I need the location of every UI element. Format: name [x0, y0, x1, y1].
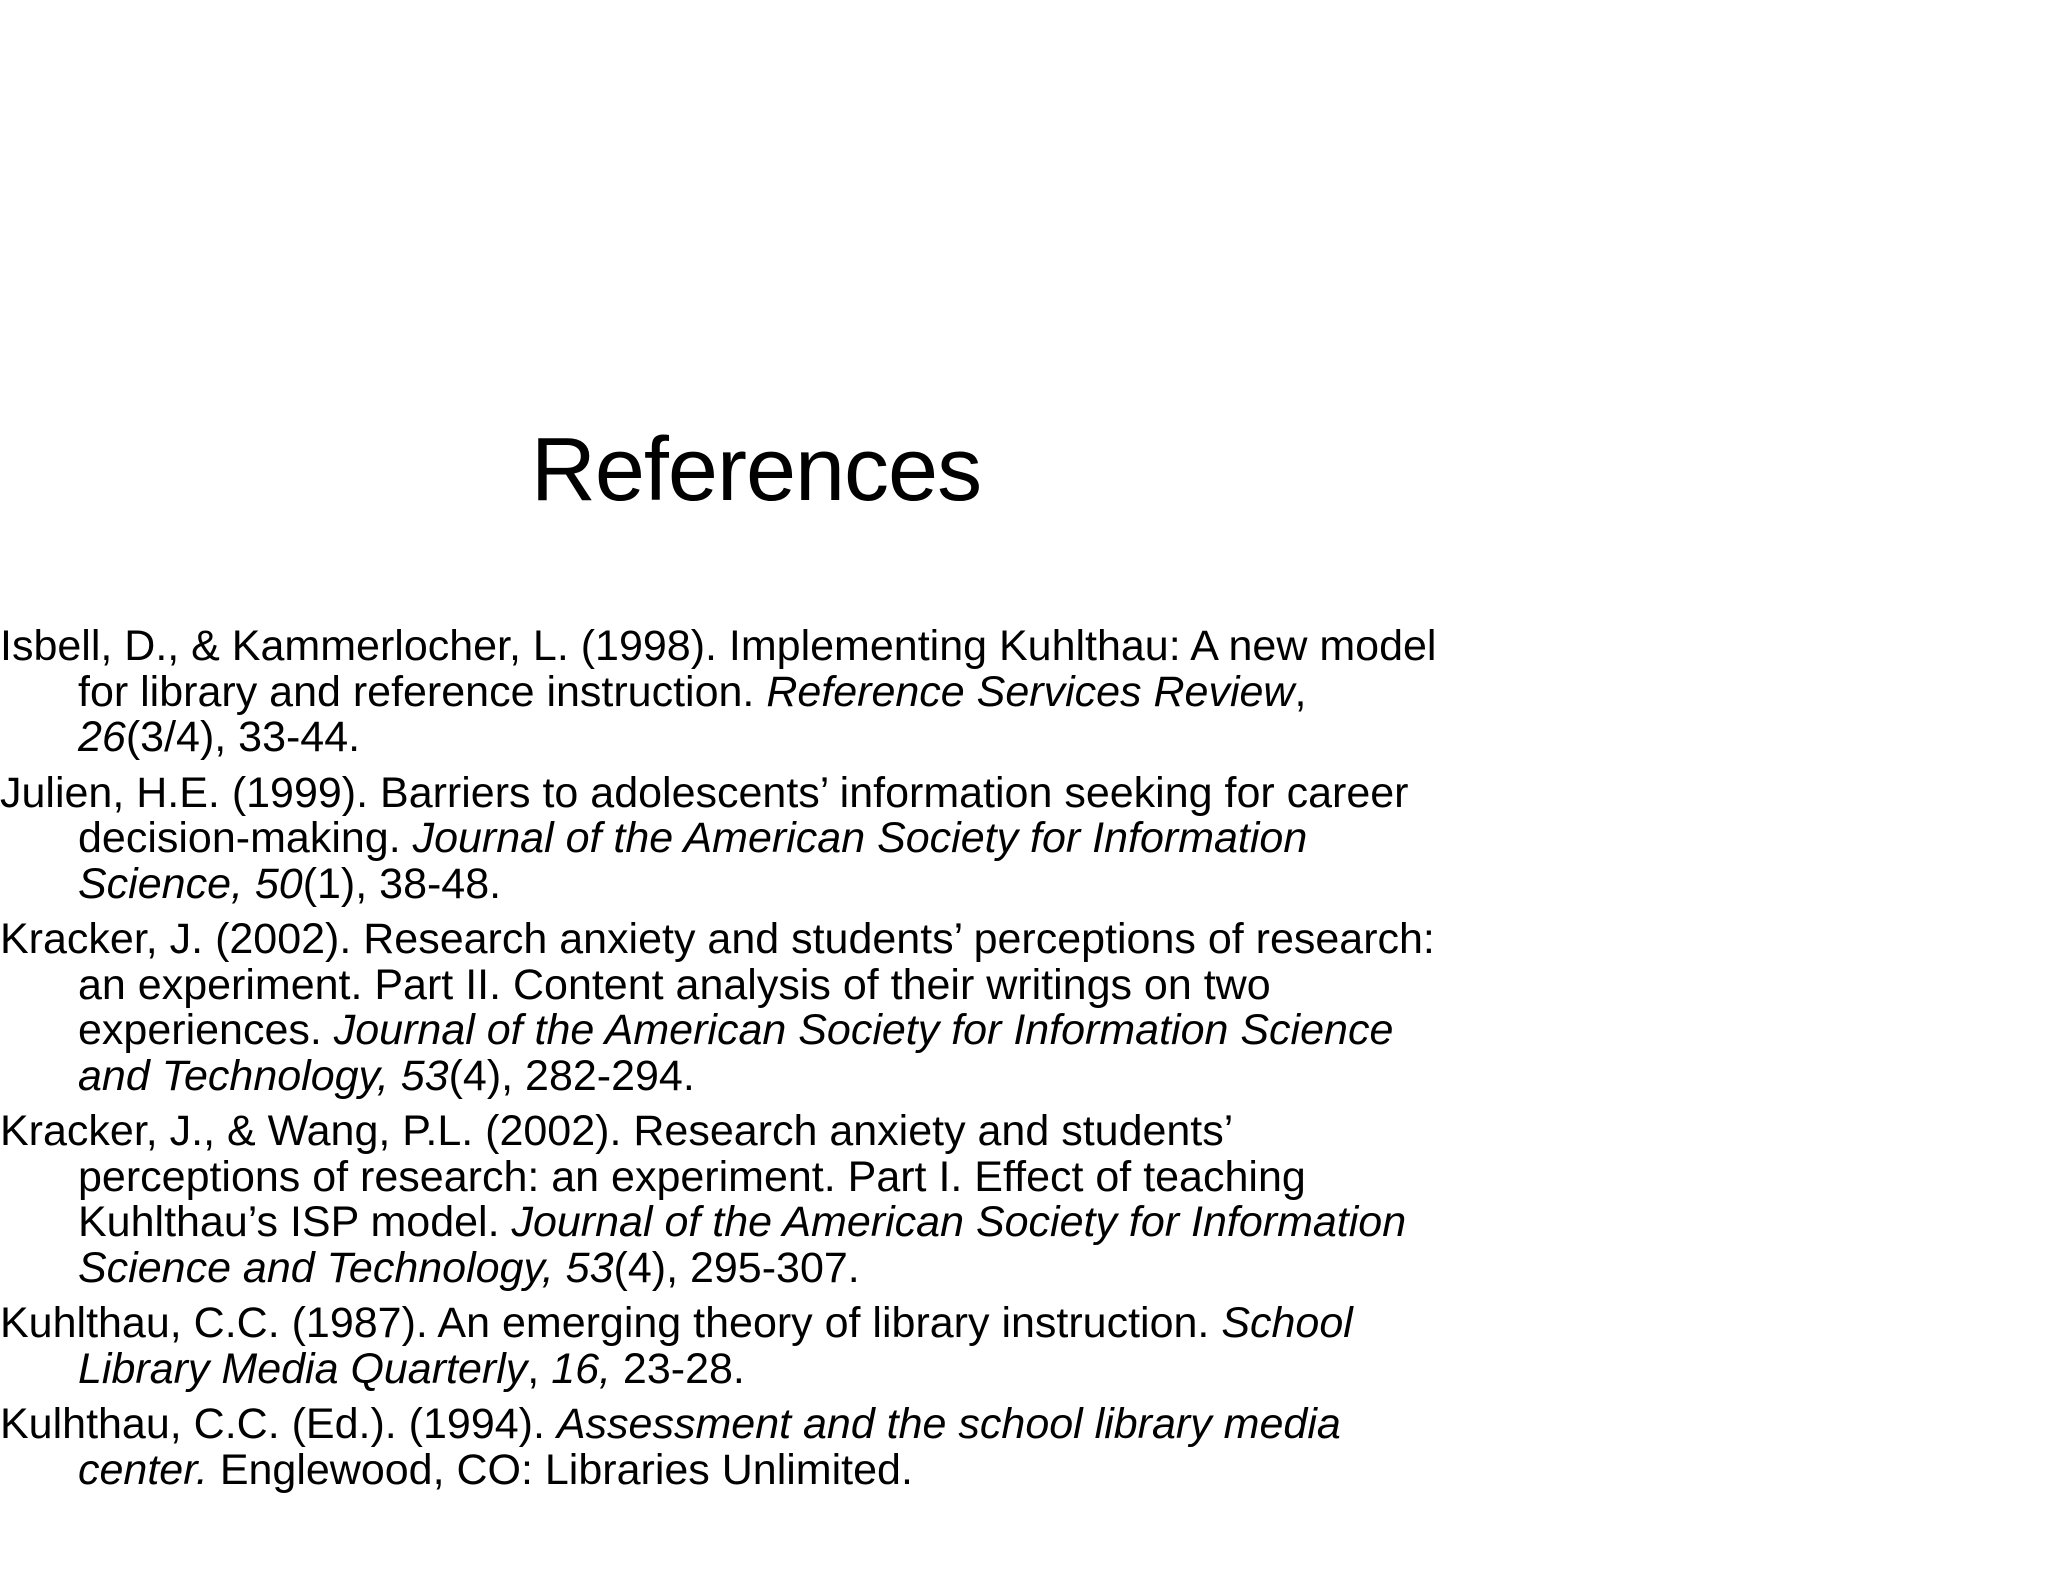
- reference-text: ,: [1294, 667, 1307, 716]
- reference-line: [0, 1299, 1590, 1347]
- reference-line: [78, 816, 1590, 862]
- reference-line: [78, 859, 1590, 908]
- reference-italic-text: Reference Services Review: [766, 667, 1295, 716]
- reference-text: Isbell, D., & Kammerlocher, L. (1998). Implementing Kuhlthau: A new model: [0, 622, 1437, 670]
- slide-title: References: [530, 420, 982, 520]
- reference-text: Kracker, J. (2002). Research anxiety and students’ perceptions of research:: [0, 915, 1435, 963]
- reference-entry: [0, 1301, 1590, 1392]
- reference-italic-text: and Technology, 53: [78, 1051, 449, 1100]
- reference-entry: [0, 768, 1590, 908]
- reference-list: [0, 624, 1590, 1503]
- reference-line: [0, 768, 1590, 817]
- reference-text: Kuhlthau, C.C. (1987). An emerging theory of library instruction.: [0, 1299, 1222, 1347]
- reference-text: ,: [527, 1344, 552, 1393]
- reference-italic-text: Science, 50: [78, 859, 303, 908]
- reference-text: Kuhlthau’s ISP model.: [78, 1198, 512, 1246]
- reference-text: Kulhthau, C.C. (Ed.). (1994).: [0, 1400, 557, 1448]
- reference-text: decision-making.: [78, 814, 413, 862]
- reference-italic-text: Journal of the American Society for Information: [511, 1198, 1407, 1246]
- reference-italic-text: Science and Technology, 53: [78, 1243, 614, 1292]
- reference-line: [78, 715, 1590, 761]
- reference-text: Englewood, CO: Libraries Unlimited.: [207, 1445, 913, 1494]
- reference-text: (3/4), 33-44.: [125, 713, 361, 761]
- reference-line: [78, 667, 1590, 716]
- reference-line: [78, 1051, 1590, 1100]
- reference-line: [78, 1445, 1590, 1494]
- reference-line: [78, 1152, 1590, 1201]
- reference-text: an experiment. Part II. Content analysis of their writings on two: [78, 960, 1271, 1009]
- reference-italic-text: Journal of the American Society for Information Science: [333, 1006, 1394, 1054]
- reference-text: Julien, H.E. (1999). Barriers to adolescents’ information seeking for career: [0, 768, 1409, 817]
- reference-entry: [0, 917, 1590, 1099]
- reference-text: perceptions of research: an experiment. Part I. Effect of teaching: [78, 1152, 1306, 1201]
- reference-italic-text: 26: [78, 713, 126, 761]
- reference-italic-text: Journal of the American Society for Information: [412, 814, 1308, 862]
- reference-line: [0, 1107, 1590, 1155]
- reference-line: [0, 1400, 1590, 1448]
- reference-line: [0, 622, 1590, 670]
- reference-text: for library and reference instruction.: [78, 667, 767, 716]
- reference-italic-text: 16,: [551, 1344, 611, 1393]
- reference-italic-text: Assessment and the school library media: [556, 1400, 1341, 1448]
- reference-text: 23-28.: [610, 1344, 745, 1393]
- reference-italic-text: Library Media Quarterly: [78, 1344, 528, 1393]
- reference-line: [78, 960, 1590, 1009]
- reference-text: (4), 282-294.: [448, 1051, 695, 1100]
- reference-entry: [0, 1402, 1590, 1493]
- reference-line: [78, 1344, 1590, 1393]
- reference-line: [78, 1200, 1590, 1246]
- reference-line: [78, 1008, 1590, 1054]
- reference-line: [0, 915, 1590, 963]
- reference-line: [78, 1243, 1590, 1292]
- reference-italic-text: center.: [78, 1445, 208, 1494]
- reference-text: Kracker, J., & Wang, P.L. (2002). Research anxiety and students’: [0, 1107, 1234, 1155]
- reference-text: (4), 295-307.: [613, 1243, 860, 1292]
- reference-text: (1), 38-48.: [302, 859, 502, 908]
- reference-text: experiences.: [78, 1006, 334, 1054]
- reference-entry: [0, 1109, 1590, 1291]
- reference-entry: [0, 624, 1590, 761]
- reference-italic-text: School: [1221, 1299, 1353, 1347]
